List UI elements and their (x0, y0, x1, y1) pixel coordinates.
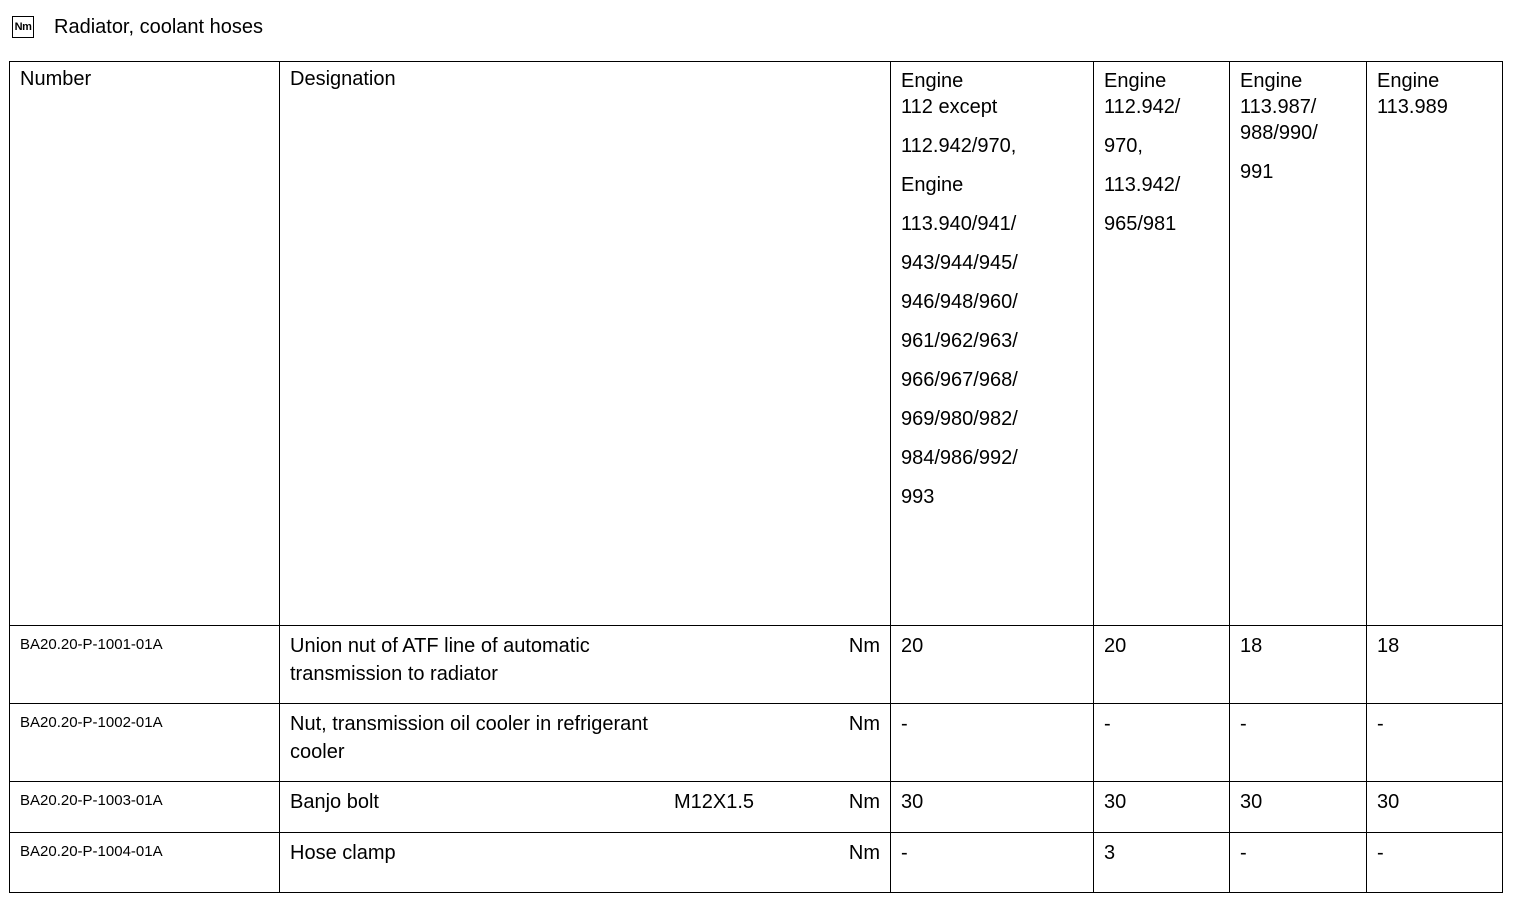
row-designation (280, 782, 891, 833)
part-number: BA20.20-P-1001-01A (20, 636, 163, 653)
value-engine-4 (1367, 626, 1503, 704)
torque-value: 20 (901, 635, 924, 657)
torque-value: 30 (1377, 791, 1400, 813)
torque-value: - (1240, 713, 1247, 735)
engine-1-line: 966/967/968/ (901, 369, 1018, 391)
column-header-engine-2 (1094, 62, 1230, 626)
engine-1-head: Engine (901, 70, 964, 92)
engine-4-head: Engine (1377, 70, 1440, 92)
engine-4-line: 113.989 (1377, 96, 1448, 118)
value-engine-3 (1230, 704, 1367, 782)
value-engine-4 (1367, 833, 1503, 893)
engine-2-line: 965/981 (1104, 213, 1177, 235)
torque-value: - (1377, 842, 1384, 864)
value-engine-2 (1094, 704, 1230, 782)
engine-1-line: 943/944/945/ (901, 252, 1018, 274)
row-designation (280, 626, 891, 704)
table-row (10, 704, 1503, 782)
value-engine-1 (891, 782, 1094, 833)
row-number (10, 704, 280, 782)
engine-3-head: Engine (1240, 70, 1303, 92)
unit-label: Nm (848, 713, 880, 735)
table-row (10, 782, 1503, 833)
column-header-number: Number (10, 62, 280, 626)
designation-text: Nut, transmission oil cooler in refrigerant cooler (290, 713, 648, 763)
engine-1-line: 946/948/960/ (901, 291, 1018, 313)
engine-1-line: 984/986/992/ (901, 447, 1018, 469)
torque-value: 20 (1104, 635, 1127, 657)
engine-2-head: Engine (1104, 70, 1167, 92)
value-engine-4 (1367, 704, 1503, 782)
value-engine-3 (1230, 782, 1367, 833)
torque-value: - (901, 842, 908, 864)
engine-1-line: 993 (901, 486, 935, 508)
torque-value: - (1240, 842, 1247, 864)
engine-3-line: 113.987/ (1240, 96, 1317, 118)
table-row (10, 833, 1503, 893)
torque-value: - (1377, 713, 1384, 735)
table-row (10, 626, 1503, 704)
value-engine-4 (1367, 782, 1503, 833)
unit-label: Nm (848, 842, 880, 864)
value-engine-3 (1230, 833, 1367, 893)
table-header-row (10, 62, 1503, 626)
column-header-engine-4 (1367, 62, 1503, 626)
column-header-engine-1 (891, 62, 1094, 626)
engine-1-line: 112 except (901, 96, 998, 118)
row-number (10, 626, 280, 704)
designation-text: Union nut of ATF line of automatic transmission to radiator (290, 635, 590, 685)
value-engine-2 (1094, 626, 1230, 704)
torque-value: 30 (1240, 791, 1263, 813)
row-number (10, 782, 280, 833)
value-engine-2 (1094, 782, 1230, 833)
torque-spec-table (9, 61, 1503, 893)
part-number: BA20.20-P-1004-01A (20, 843, 163, 860)
engine-1-line: 969/980/982/ (901, 408, 1018, 430)
value-engine-3 (1230, 626, 1367, 704)
value-engine-1 (891, 833, 1094, 893)
document-header (12, 14, 263, 40)
engine-2-line: 112.942/ (1104, 96, 1181, 118)
value-engine-1 (891, 704, 1094, 782)
row-designation (280, 704, 891, 782)
part-number: BA20.20-P-1003-01A (20, 792, 163, 809)
document-title: Radiator, coolant hoses (54, 15, 264, 38)
torque-value: 18 (1240, 635, 1263, 657)
engine-2-line: 113.942/ (1104, 174, 1181, 196)
engine-1-line: 113.940/941/ (901, 213, 1017, 235)
engine-1-line: 112.942/970, (901, 135, 1017, 157)
engine-1-line: Engine (901, 174, 964, 196)
torque-value: 3 (1104, 842, 1116, 864)
unit-label: Nm (848, 791, 880, 813)
engine-2-line: 970, (1104, 135, 1143, 157)
engine-1-line: 961/962/963/ (901, 330, 1018, 352)
column-header-engine-3 (1230, 62, 1367, 626)
designation-text: Hose clamp (290, 842, 396, 864)
torque-value: - (901, 713, 908, 735)
part-number: BA20.20-P-1002-01A (20, 714, 163, 731)
value-engine-1 (891, 626, 1094, 704)
row-designation (280, 833, 891, 893)
row-number (10, 833, 280, 893)
torque-value: 30 (901, 791, 924, 813)
designation-text: Banjo bolt (290, 791, 379, 813)
column-header-designation: Designation (280, 62, 891, 626)
torque-value: - (1104, 713, 1111, 735)
torque-nm-icon: Nm (12, 16, 34, 38)
engine-3-line: 988/990/ (1240, 122, 1318, 144)
thread-size: M12X1.5 (674, 791, 755, 813)
torque-value: 30 (1104, 791, 1127, 813)
engine-3-line: 991 (1240, 161, 1274, 183)
torque-value: 18 (1377, 635, 1400, 657)
unit-label: Nm (848, 635, 880, 657)
value-engine-2 (1094, 833, 1230, 893)
